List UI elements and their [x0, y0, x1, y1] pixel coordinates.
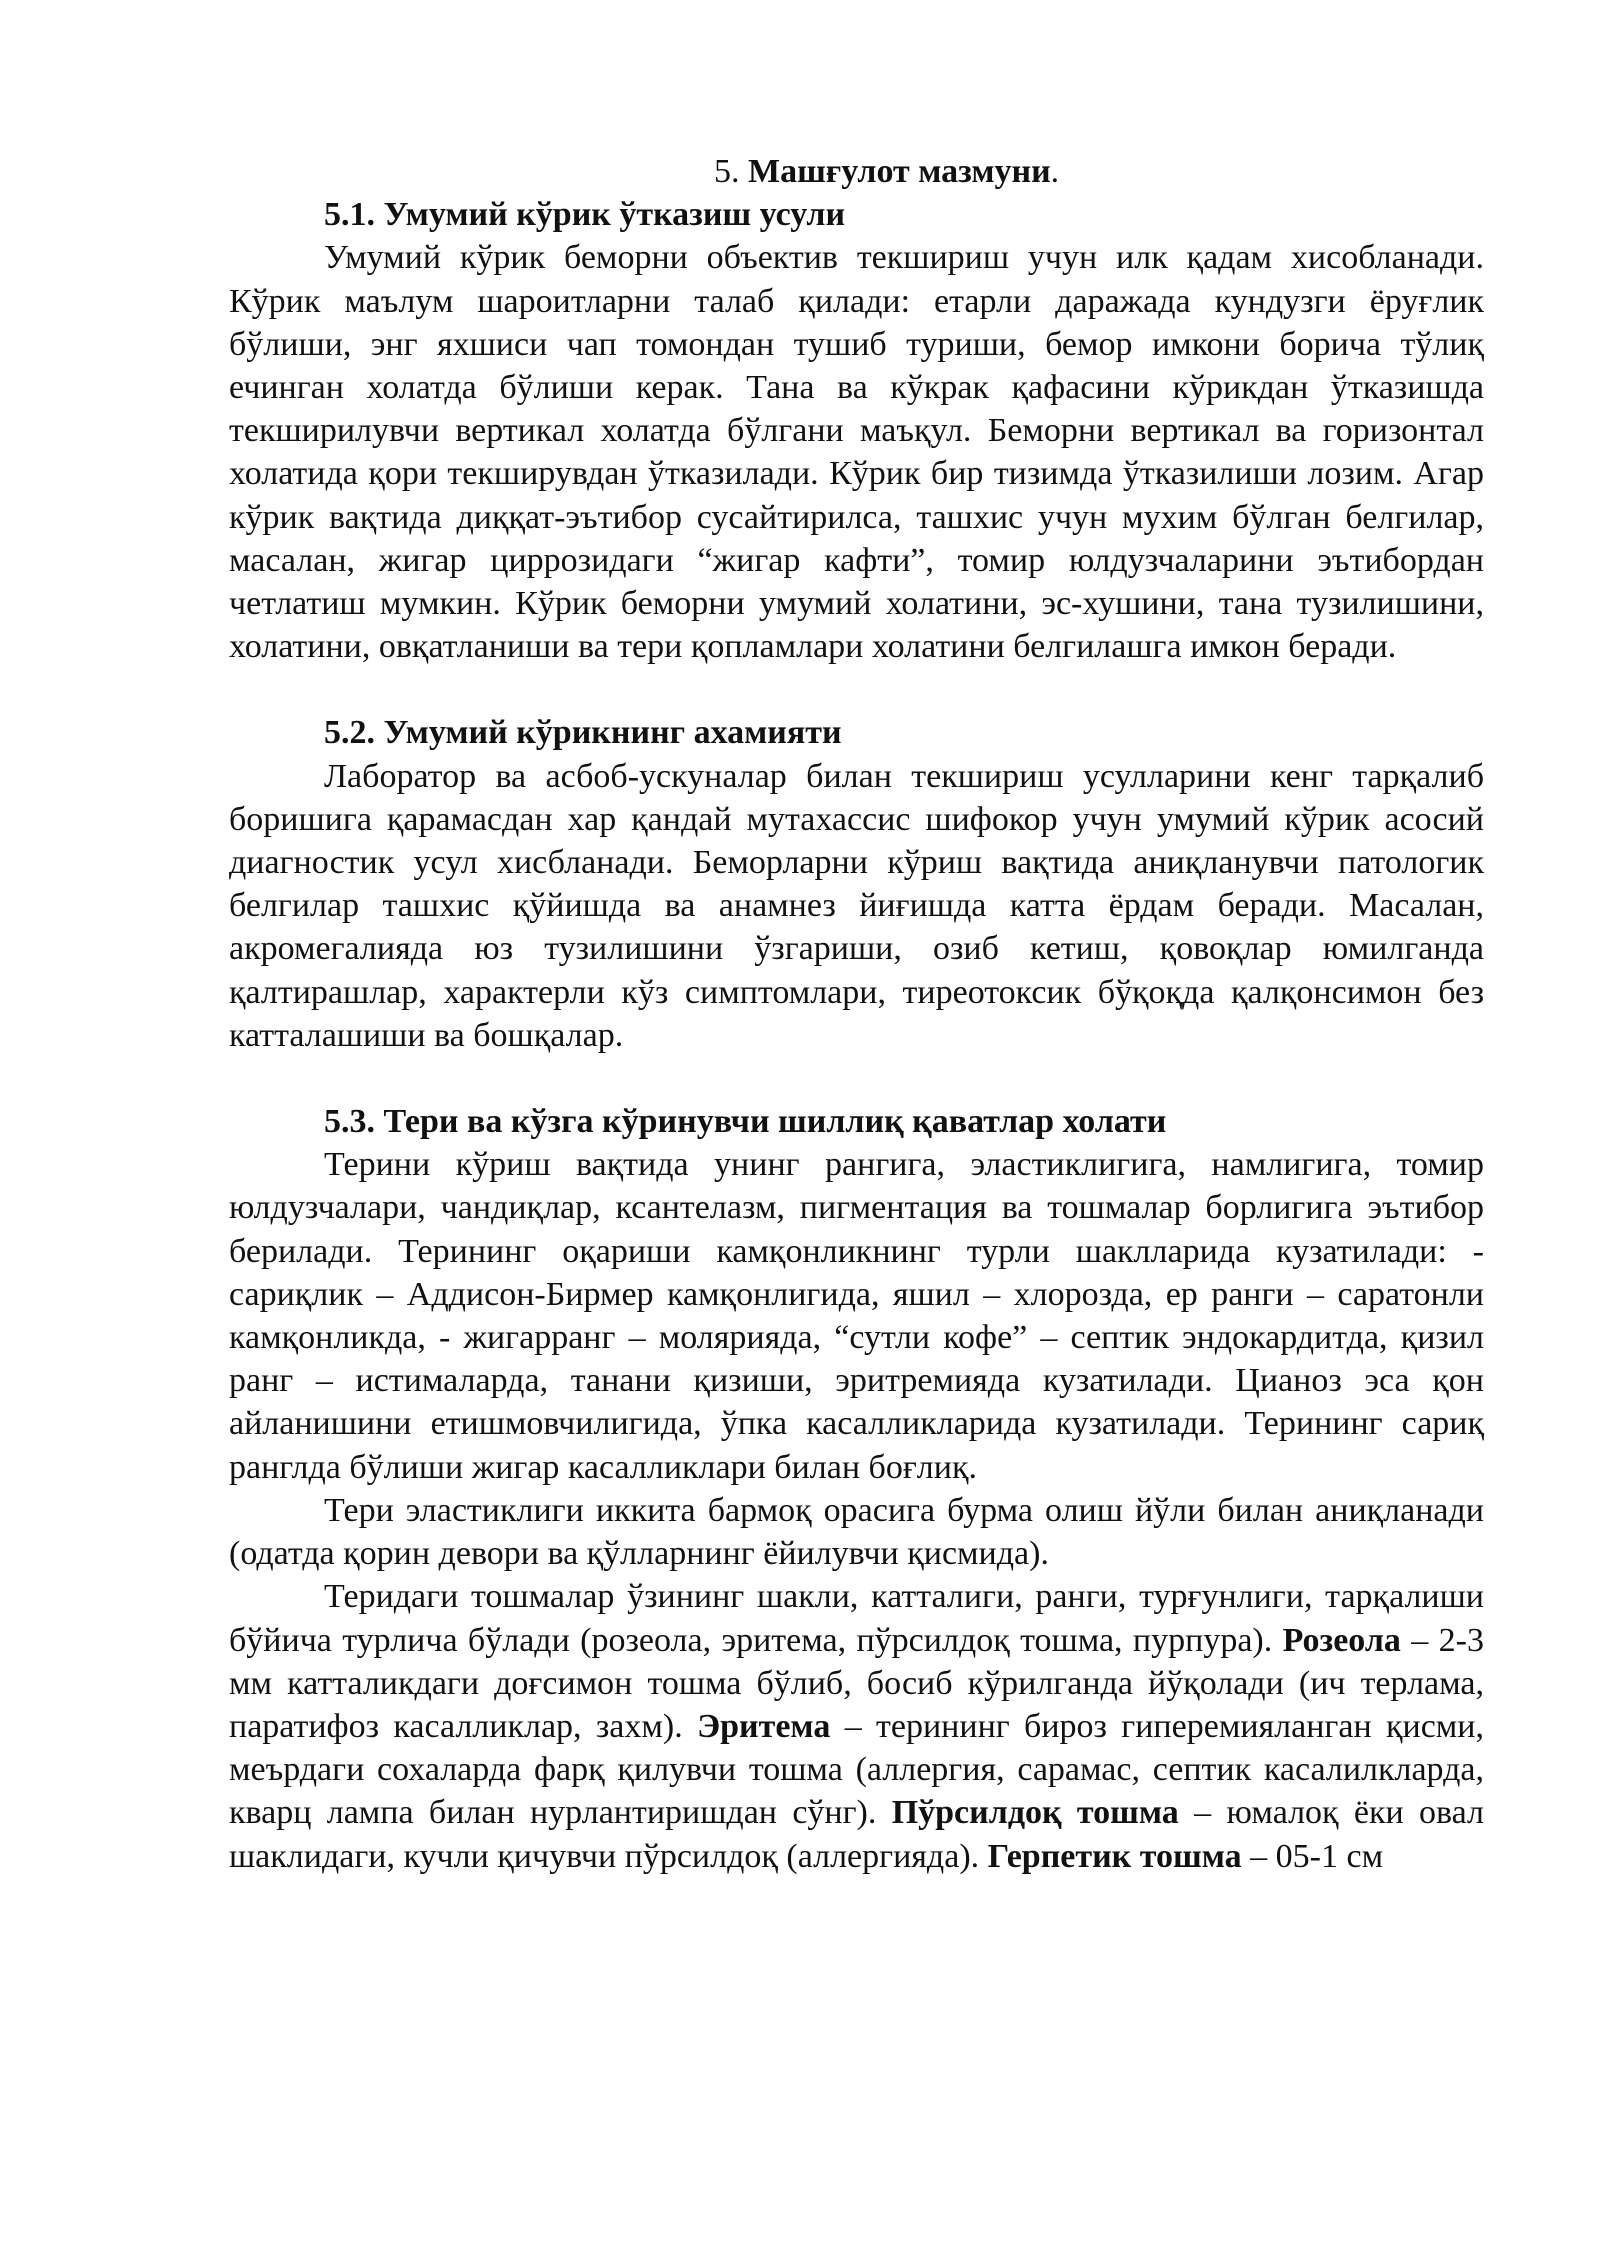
section-heading-5-1: 5.1. Умумий кўрик ўтказиш усули — [324, 196, 846, 234]
section-paragraph: Терини кўриш вақтида унинг рангига, эластиклигига, намлигига, томир юлдузчалари, чандиқлар, ксантелазм, пигментация ва тошмалар борлигига эътибор берилади. Терининг оқариши камқонликнинг турли шаклларида кузатилади: - сариқлик – Аддисон-Бирмер камқонлигида, яшил – хлорозда, ер ранги – саратонли камқонликда, - жигарранг – молярияда, “сутли кофе” – септик эндокардитда, қизил ранг – истималарда, танани қизиши, эритремияда кузатилади. Цианоз эса қон айланишини етишмовчилигида, ўпка касалликларида кузатилади. Терининг сариқ ранглда бўлиши жигар касалликлари билан боғлиқ. — [229, 1146, 1484, 1486]
document-page — [229, 150, 1484, 1878]
section-heading-5-2: 5.2. Умумий кўрикнинг ахамияти — [324, 714, 842, 752]
urticaria-term: Пўрсилдоқ тошма — [891, 1794, 1179, 1832]
herpetic-term: Герпетик тошма — [987, 1837, 1242, 1875]
herpetic-text: – 05-1 см — [1241, 1837, 1384, 1875]
section-heading-5-3: 5.3. Тери ва кўзга кўринувчи шиллиқ қаватлар холати — [324, 1103, 1167, 1141]
section-paragraph: Умумий кўрик беморни объектив текшириш учун илк қадам хисобланади. Кўрик маълум шароитларни талаб қилади: етарли даражада кундузги ёруғлик бўлиши, энг яхшиси чап томондан тушиб туриши, бемор имкони борича тўлиқ ечинган холатда бўлиши керак. Тана ва кўкрак қафасини кўрикдан ўтказишда текширилувчи вертикал холатда бўлгани маъқул. Беморни вертикал ва горизонтал холатида қори текширувдан ўтказилади. Кўрик бир тизимда ўтказилиши лозим. Агар кўрик вақтида диққат-эътибор сусайтирилса, ташхис учун мухим бўлган белгилар, масалан, жигар циррозидаги “жигар кафти”, томир юлдузчаларини эътибордан четлатиш мумкин. Кўрик беморни умумий холатини, эс-хушини, тана тузилишини, холатини, овқатланиши ва тери қопламлари холатини белгилашга имкон беради. — [229, 239, 1484, 666]
rash-intro: Теридаги тошмалар ўзининг шакли, катталиги, ранги, турғунлиги, тарқалиши бўйича турлича бўлади (розеола, эритема, пўрсилдоқ тошма, пурпура). — [229, 1578, 1484, 1659]
title-number: 5 — [714, 153, 731, 190]
roseola-text: – 2-3 мм катталикдаги доғсимон тошма бўлиб, босиб кўрилганда йўқолади (ич терлама, паратифоз касалликлар, захм). — [229, 1621, 1484, 1745]
section-paragraph: Лаборатор ва асбоб-ускуналар билан текшириш усулларини кенг тарқалиб боришига қарамасдан хар қандай мутахассис шифокор учун умумий кўрик асосий диагностик усул хисбланади. Беморларни кўриш вақтида аниқланувчи патологик белгилар ташхис қўйишда ва анамнез йиғишда катта ёрдам беради. Масалан, акромегалияда юз тузилишини ўзгариши, озиб кетиш, қовоқлар юмилганда қалтирашлар, характерли кўз симптомлари, тиреотоксик бўқоқда қалқонсимон без катталашиши ва бошқалар. — [229, 757, 1484, 1054]
erythema-term: Эритема — [697, 1707, 831, 1745]
roseola-term: Розеола — [1282, 1621, 1401, 1659]
urticaria-text: – юмалоқ ёки овал шаклидаги, кучли қичувчи пўрсилдоқ (аллергияда). — [229, 1794, 1484, 1875]
rash-paragraph — [229, 1575, 1484, 1877]
section-spacer — [229, 1057, 1484, 1100]
title-text: Машғулот мазмуни — [748, 153, 1051, 190]
section-paragraph: Тери эластиклиги иккита бармоқ орасига бурма олиш йўли билан аниқланади (одатда қорин девори ва қўлларнинг ёйилувчи қисмида). — [229, 1491, 1484, 1573]
erythema-text: – терининг бироз гиперемияланган қисми, меърдаги сохаларда фарқ қилувчи тошма (аллергия, сарамас, септик касалилкларда, кварц лампа билан нурлантиришдан сўнг). — [229, 1707, 1484, 1832]
page-title: 5. Машғулот мазмуни. — [714, 153, 1060, 190]
section-spacer — [229, 668, 1484, 711]
